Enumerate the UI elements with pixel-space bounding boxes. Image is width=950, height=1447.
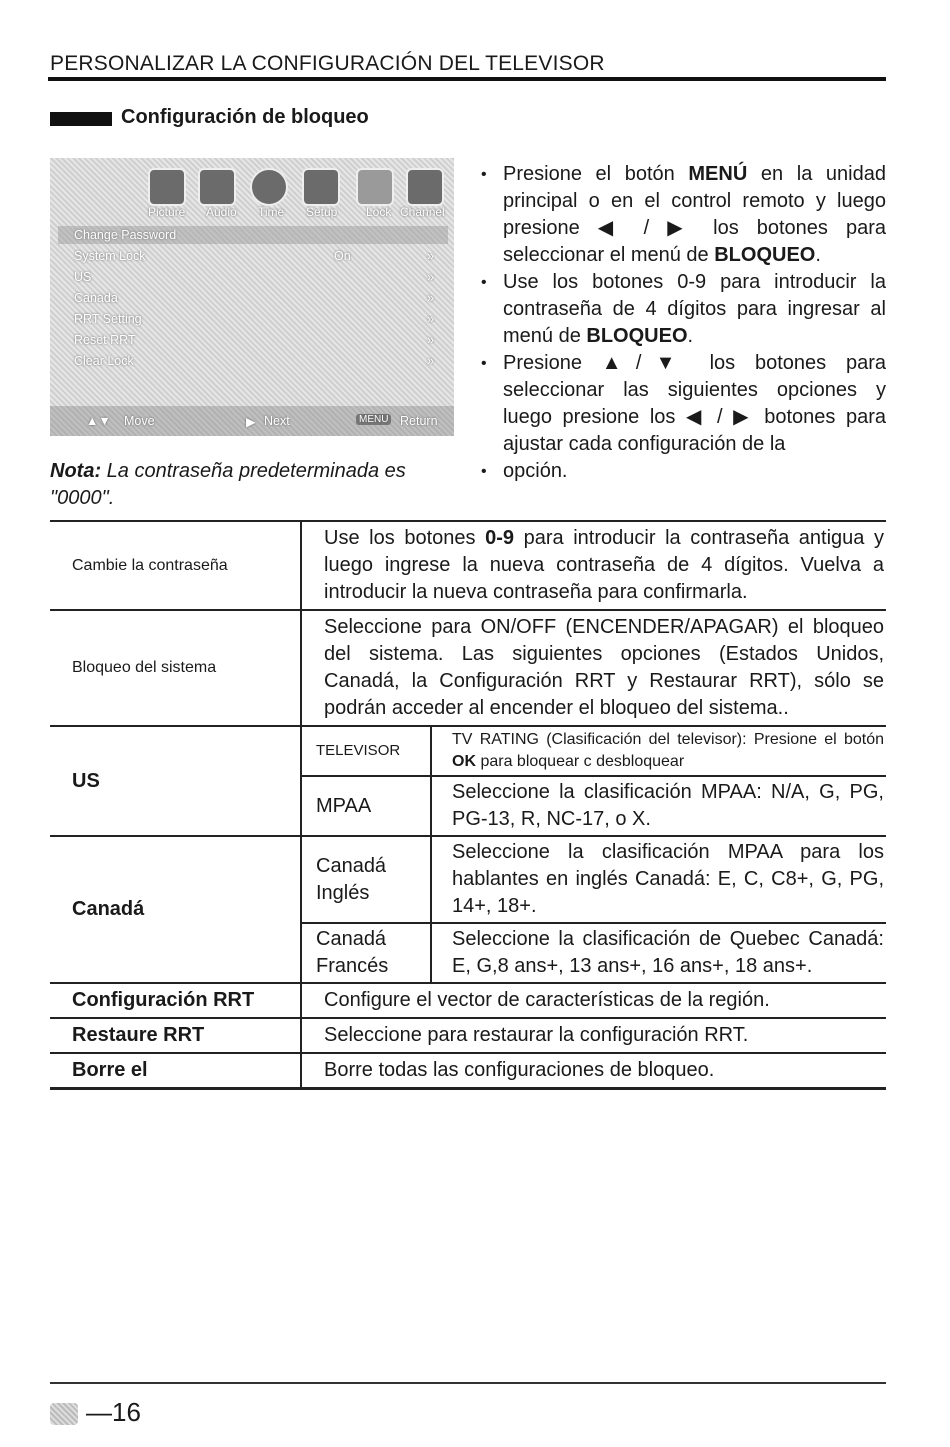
- instruction-text: Presione el botón: [503, 163, 689, 185]
- tv-row-arrow: »: [427, 249, 434, 263]
- sub-label: TELEVISOR: [301, 726, 431, 776]
- footer-rule: [50, 1382, 886, 1384]
- page-header: PERSONALIZAR LA CONFIGURACIÓN DEL TELEVISOR: [50, 52, 605, 75]
- tv-row-label: Reset RRT: [74, 333, 136, 347]
- tv-footer-menu-key: MENU: [356, 414, 391, 425]
- sub-label: Canadá Inglés: [301, 836, 431, 923]
- header-rule: [48, 77, 886, 81]
- sub-description: Seleccione la clasificación MPAA para los hablantes en inglés Canadá: E, C, C8+, G, PG, 14+, 18+.: [431, 836, 886, 923]
- channel-icon: [406, 168, 444, 206]
- tv-row-canada: [74, 291, 434, 305]
- tv-row-rrt-setting: [74, 312, 434, 326]
- tv-row-label: System Lock: [74, 249, 146, 263]
- instruction-item: [481, 350, 886, 458]
- tv-row-value: On: [334, 249, 351, 263]
- row-label: Borre el: [50, 1053, 301, 1089]
- row-description: Seleccione para ON/OFF (ENCENDER/APAGAR) el bloqueo del sistema. Las siguientes opciones (Estados Unidos, Canadá, la Configuración RRT y Restaurar RRT), sólo se podrán acceder al encender el bloqueo del sistema..: [301, 610, 886, 726]
- instruction-text: Use los botones 0-9 para introducir la contraseña de 4 dígitos para ingresar al menú de: [503, 271, 886, 347]
- instruction-item: [481, 269, 886, 350]
- sub-label: Canadá Francés: [301, 923, 431, 983]
- section-title: Configuración de bloqueo: [121, 106, 369, 128]
- language-icon: [50, 1403, 78, 1425]
- lock-icon: [356, 168, 394, 206]
- tv-tab-lock: Lock: [366, 205, 392, 219]
- tv-row-arrow: »: [427, 270, 434, 284]
- tv-row-arrow: »: [427, 333, 434, 347]
- sub-description: [431, 726, 886, 776]
- note: [50, 458, 470, 512]
- instruction-text: Presione ▲/▼ los botones para seleccionar las siguientes opciones y luego presione los ◀ / ▶ botones para ajustar cada configuración de la: [503, 352, 886, 455]
- tv-row-arrow: »: [427, 291, 434, 305]
- row-label: Bloqueo del sistema: [50, 610, 301, 726]
- instruction-text: en la unidad principal o en el control remoto y luego presione ◀ / ▶ los botones para seleccionar el menú de: [503, 163, 886, 266]
- tv-row-label: US: [74, 270, 92, 284]
- row-label: Canadá: [50, 836, 301, 983]
- page-number: —16: [86, 1397, 141, 1427]
- desc-bold: 0-9: [485, 527, 514, 549]
- tv-row-label: Clear Lock: [74, 354, 134, 368]
- table-row: [50, 1053, 886, 1089]
- tv-row-us: [74, 270, 434, 284]
- tv-row-label: Change Password: [74, 228, 177, 242]
- instruction-item: [481, 161, 886, 269]
- row-description: Borre todas las configuraciones de bloqueo.: [301, 1053, 886, 1089]
- row-label: Cambie la contraseña: [50, 521, 301, 610]
- tv-footer-return: Return: [400, 414, 438, 428]
- sub-label: MPAA: [301, 776, 431, 836]
- table-row: [50, 726, 886, 776]
- instruction-item: [481, 458, 886, 485]
- tv-row-arrow: »: [427, 312, 434, 326]
- tv-tab-setup: Setup: [306, 205, 338, 219]
- desc-text: para bloquear c desbloquear: [476, 753, 685, 770]
- setup-icon: [302, 168, 340, 206]
- tv-row-label: RRT Setting: [74, 312, 142, 326]
- time-icon: [250, 168, 288, 206]
- up-down-arrows-icon: ▲▼: [86, 414, 111, 428]
- table-row: [50, 1018, 886, 1053]
- table-row: [50, 521, 886, 610]
- tv-footer-move: Move: [124, 414, 155, 428]
- audio-icon: [198, 168, 236, 206]
- desc-text: TV RATING (Clasificación del televisor): Presione el botón: [452, 731, 884, 748]
- row-label: Restaure RRT: [50, 1018, 301, 1053]
- instruction-bold: MENÚ: [688, 163, 748, 185]
- tv-tab-channel: Channel: [400, 205, 445, 219]
- sub-description: Seleccione la clasificación MPAA: N/A, G, PG, PG-13, R, NC-17, o X.: [431, 776, 886, 836]
- section-marker: [50, 112, 112, 126]
- desc-text: para introducir la contraseña antigua y luego ingrese la nueva contraseña de 4 dígitos. Vuelva a introducir la nueva contraseña para confirmarla.: [324, 527, 884, 603]
- right-arrow-icon: ▶: [246, 415, 256, 429]
- row-label: Configuración RRT: [50, 983, 301, 1018]
- instruction-text: opción.: [503, 460, 568, 482]
- picture-icon: [148, 168, 186, 206]
- tv-tab-audio: Audio: [206, 205, 237, 219]
- desc-bold: OK: [452, 753, 476, 770]
- tv-row-reset-rrt: [74, 333, 434, 347]
- table-row: [50, 983, 886, 1018]
- tv-row-system-lock: [74, 249, 434, 263]
- tv-row-arrow: »: [427, 354, 434, 368]
- instruction-bold: BLOQUEO: [714, 244, 816, 266]
- instruction-list: [481, 161, 886, 485]
- row-description: [301, 521, 886, 610]
- instruction-text: .: [815, 244, 821, 266]
- instruction-text: .: [687, 325, 694, 347]
- tv-row-clear-lock: [74, 354, 434, 368]
- row-description: Seleccione para restaurar la configuración RRT.: [301, 1018, 886, 1053]
- row-description: Configure el vector de características de la región.: [301, 983, 886, 1018]
- tv-tab-picture: Picture: [148, 205, 186, 219]
- instruction-bold: BLOQUEO: [586, 325, 688, 347]
- table-row: [50, 610, 886, 726]
- tv-tab-time: Time: [258, 205, 285, 219]
- tv-menu-screenshot: [50, 158, 454, 436]
- tv-row-change-password: [74, 228, 434, 242]
- note-text: La contraseña predeterminada es "0000".: [50, 460, 406, 509]
- desc-text: Use los botones: [324, 527, 486, 549]
- tv-row-label: Canada: [74, 291, 118, 305]
- row-label: US: [50, 726, 301, 836]
- sub-description: Seleccione la clasificación de Quebec Canadá: E, G,8 ans+, 13 ans+, 16 ans+, 18 ans+.: [431, 923, 886, 983]
- table-row: [50, 836, 886, 923]
- note-label: Nota:: [50, 460, 102, 482]
- tv-footer-next: Next: [264, 414, 290, 428]
- lock-options-table: [50, 520, 886, 1090]
